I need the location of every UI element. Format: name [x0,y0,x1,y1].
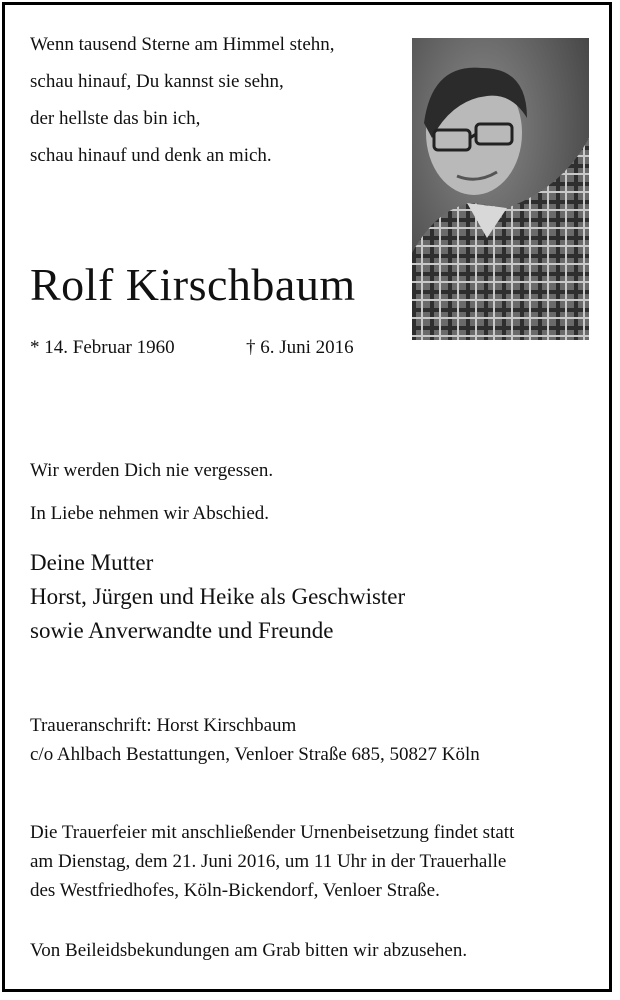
deceased-name: Rolf Kirschbaum [30,259,356,310]
birth-date: * 14. Februar 1960 [30,337,175,358]
poem-line: schau hinauf, Du kannst sie sehn, [30,71,284,92]
mourners-list [30,550,405,652]
mourning-address [30,715,480,773]
poem-line: der hellste das bin ich, [30,108,201,129]
ceremony-line: Die Trauerfeier mit anschließender Urnenbeisetzung findet statt [30,822,515,843]
address-line: c/o Ahlbach Bestattungen, Venloer Straße 685, 50827 Köln [30,744,480,765]
poem-line: schau hinauf und denk an mich. [30,145,272,166]
ceremony-info [30,822,514,909]
farewell-line: Wir werden Dich nie vergessen. [30,460,274,481]
address-line: Traueranschrift: Horst Kirschbaum [30,715,297,736]
condolence-note: Von Beileidsbekundungen am Grab bitten wir abzusehen. [30,940,468,961]
death-date: † 6. Juni 2016 [246,337,354,358]
mourner-line: sowie Anverwandte und Freunde [30,618,334,643]
ceremony-line: des Westfriedhofes, Köln-Bickendorf, Venloer Straße. [30,880,440,901]
farewell-text [30,460,273,546]
mourner-line: Deine Mutter [30,550,154,575]
portrait-photo [412,38,589,340]
farewell-line: In Liebe nehmen wir Abschied. [30,503,270,524]
poem [30,34,335,182]
mourner-line: Horst, Jürgen und Heike als Geschwister [30,584,406,609]
poem-line: Wenn tausend Sterne am Himmel stehn, [30,34,335,55]
ceremony-line: am Dienstag, dem 21. Juni 2016, um 11 Uhr in der Trauerhalle [30,851,507,872]
